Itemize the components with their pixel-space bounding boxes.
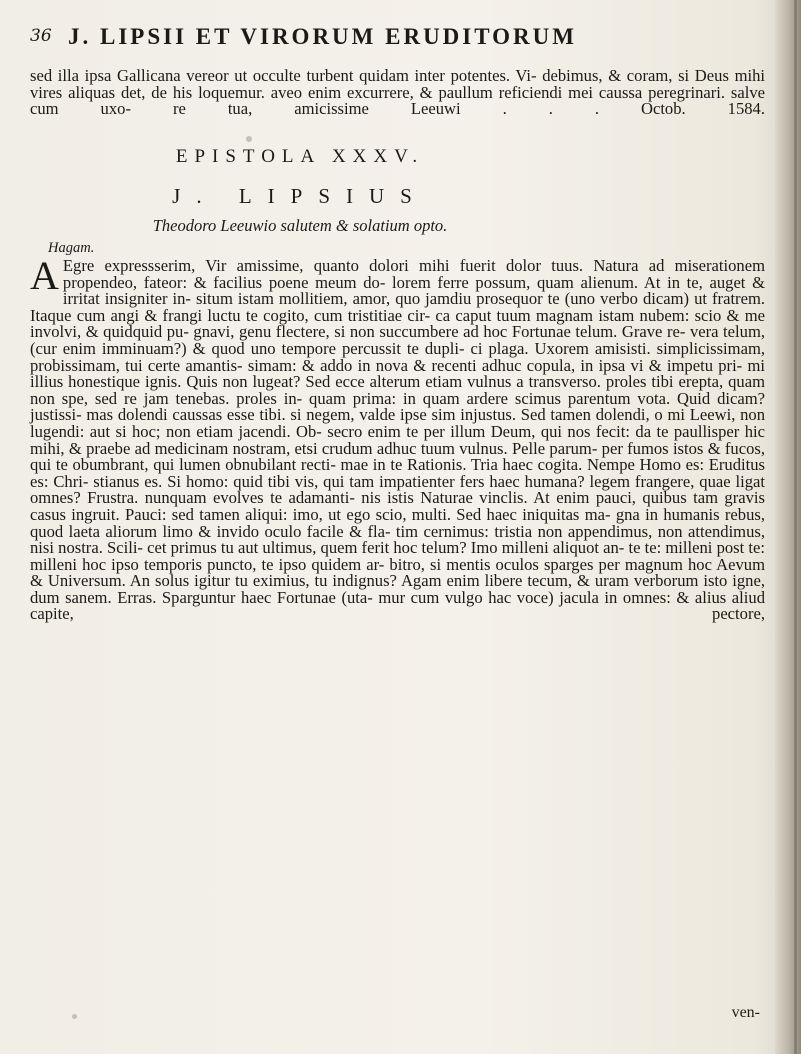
drop-cap: A — [30, 253, 59, 298]
page-fore-edge — [775, 0, 801, 1054]
letter-body — [30, 253, 765, 624]
letter-author: J. LIPSIUS — [172, 184, 428, 208]
edge-shadow — [794, 0, 797, 1054]
paper-spot — [246, 136, 252, 142]
running-title: J. LIPSII ET VIRORUM ERUDITORUM — [68, 24, 577, 49]
letter-heading: EPISTOLA XXXV. — [175, 146, 425, 167]
catchword: ven- — [731, 1004, 760, 1021]
paper-spot — [72, 1014, 77, 1019]
page-number: 36 — [30, 26, 52, 46]
previous-letter-ending: sed illa ipsa Gallicana vereor ut occulte turbent quidam inter potentes. Vi- debimus, & coram, si Deus mihi vires aliquas det, de his loquemur. aveo enim excurrere, & paullum reficiendi mei caussa peregrinari. salve cum uxo- re tua, amicissime Leeuwi . . . Octob. 1584. — [30, 66, 765, 119]
letter-place: Hagam. — [48, 240, 95, 256]
running-head — [30, 24, 770, 60]
letter-body-text: Egre expressserim, Vir amissime, quanto dolori mihi fuerit dolor tuus. Natura ad miserationem propendeo, fateor: & facilius poene meum do- lorem ferre possum, quam alienum. At in te, auget & irritat insigniter in- situm istam mollitiem, amor, quo jamdiu prosequor te (uno verbo dicam) ut fratrem. Itaque cum angi & frangi luctu te cogito, cum tristitiae cir- ca caput tuum magnam istam nubem: scio & me involvi, & quidquid pu- gnavi, genu flectere, si non succumbere ad hoc Fortunae telum. Grave re- vera telum, (cur enim imminuam?) & quod uno tempore percussit te dupli- ci plaga. Uxorem amisisti. simplicissimam, probissimam, tui certe amantis- simam: & addo in nova & recenti adhuc copula, in ipsa vi & impetu pri- mi illius honestique ignis. Quis non lugeat? Sed ecce alterum etiam vulnus a transverso. proles tibi erepta, quam non spe, sed re jam tenebas. proles in- quam prima: in quam ardere scimus parentum vota. Quid dicam? justissi- mas dolendi caussas esse tibi. si negem, valde ipse sim injustus. Sed tamen dolendi, o mi Leewi, non lugendi: aut si hoc; non etiam jacendi. Ob- secro enim te per illum Deum, qui nos fecit: da te paullisper hic mihi, & praebe ad medicinam nostram, etsi crudum adhuc tuum vulnus. Pelle parum- per fumos istos & fucos, qui te obumbrant, qui lumen obnubilant recti- mae in te Rationis. Tria haec cogita. Nempe Homo es: Eruditus es: Chri- stianus es. Si homo: quid tibi vis, qui tam impatienter fers haec humana? legem frangere, quae ligat omnes? Frustra. nunquam evolves te adamanti- nis istis Naturae vinclis. At enim pauci, quibus tam gravis casus ingruit. Pauci: sed tamen aliqui: imo, ut ego scio, multi. Sed haec iniquitas ma- gna in humanis rebus, quod laeta aliorum limo & invido oculo facile & fla- tim cernimus: tristia non appendimus, non attendimus, nisi nostra. Scili- cet primus tu aut ultimus, quem ferit hoc telum? Imo milleni aliquot an- te te: milleni post te: milleni hoc ipso temporis puncto, te ipso quidem ar- bitro, si mentis oculos sparges per magnum hoc Aevum & Universum. An solus igitur tu eximius, tu indignus? Agam enim libere tecum, & uram verborum isto igne, dum sanem. Erras. Sparguntur haec Fortunae (uta- mur cum vulgo hac voce) jacula in omnes: & alius aliud capite, pectore, — [30, 256, 765, 624]
letter-salutation: Theodoro Leeuwio salutem & solatium opto. — [152, 216, 448, 235]
